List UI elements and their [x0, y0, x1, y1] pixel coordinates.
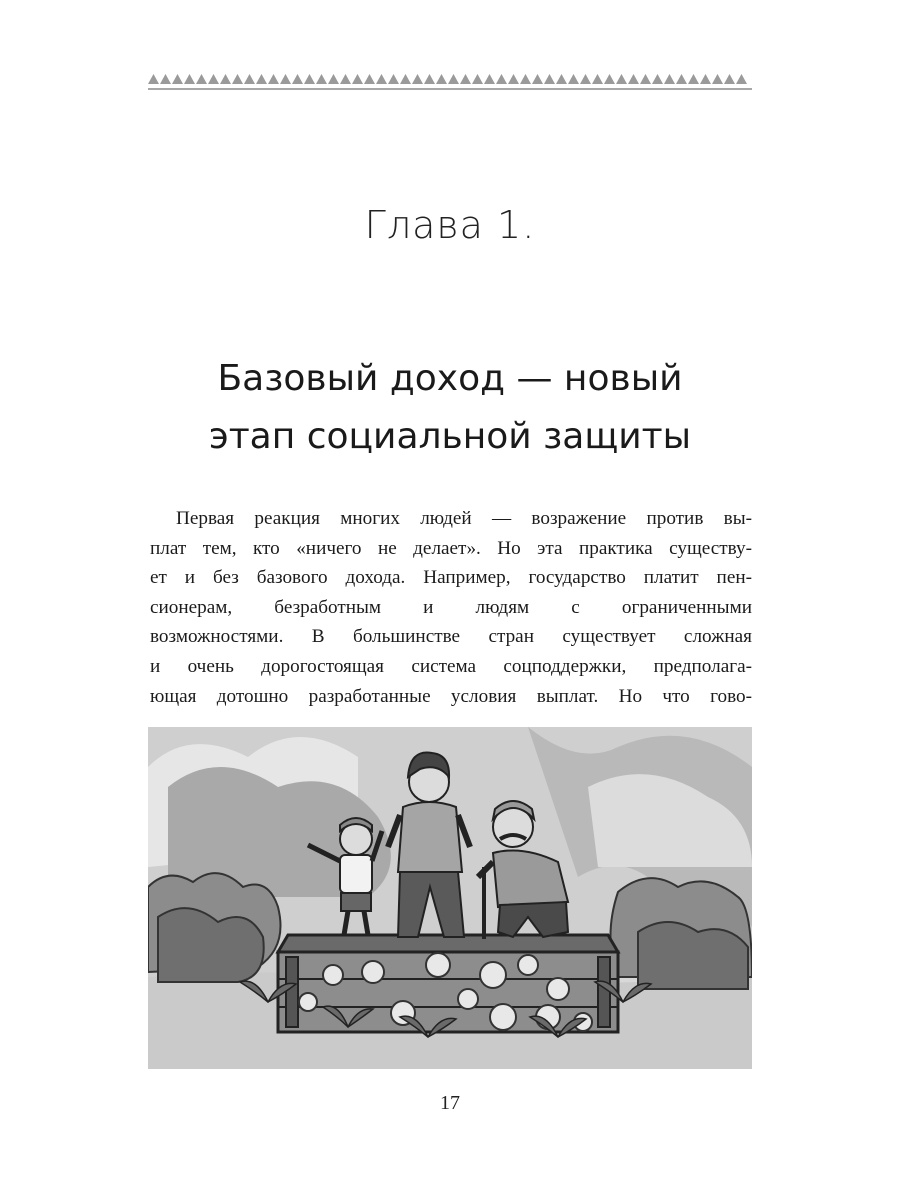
family-on-money-chest-illustration — [148, 727, 752, 1069]
text-line: сионерам, безработным и людям с ограниченными — [150, 596, 752, 618]
chapter-title — [0, 350, 900, 466]
body-paragraph — [150, 504, 752, 711]
text-line: возможностями. В большинстве стран существует сложная — [150, 626, 752, 648]
title-line: этап социальной защиты — [208, 416, 692, 457]
text-line: и очень дорогостоящая система соцподдержки, предполага- — [150, 655, 752, 677]
text-line: ет и без базового дохода. Например, государство платит пен- — [150, 567, 752, 589]
page-number: 17 — [440, 1092, 460, 1114]
title-line: Базовый доход — новый — [217, 358, 683, 399]
text-line: Первая реакция многих людей — возражение против вы- — [176, 508, 752, 529]
text-line: плат тем, кто «ничего не делает». Но эта практика существу- — [150, 537, 752, 559]
zigzag-rule-icon — [148, 70, 752, 94]
chapter-label: Глава 1. — [364, 203, 536, 247]
text-line: ющая дотошно разработанные условия выплат. Но что гово- — [150, 685, 752, 707]
